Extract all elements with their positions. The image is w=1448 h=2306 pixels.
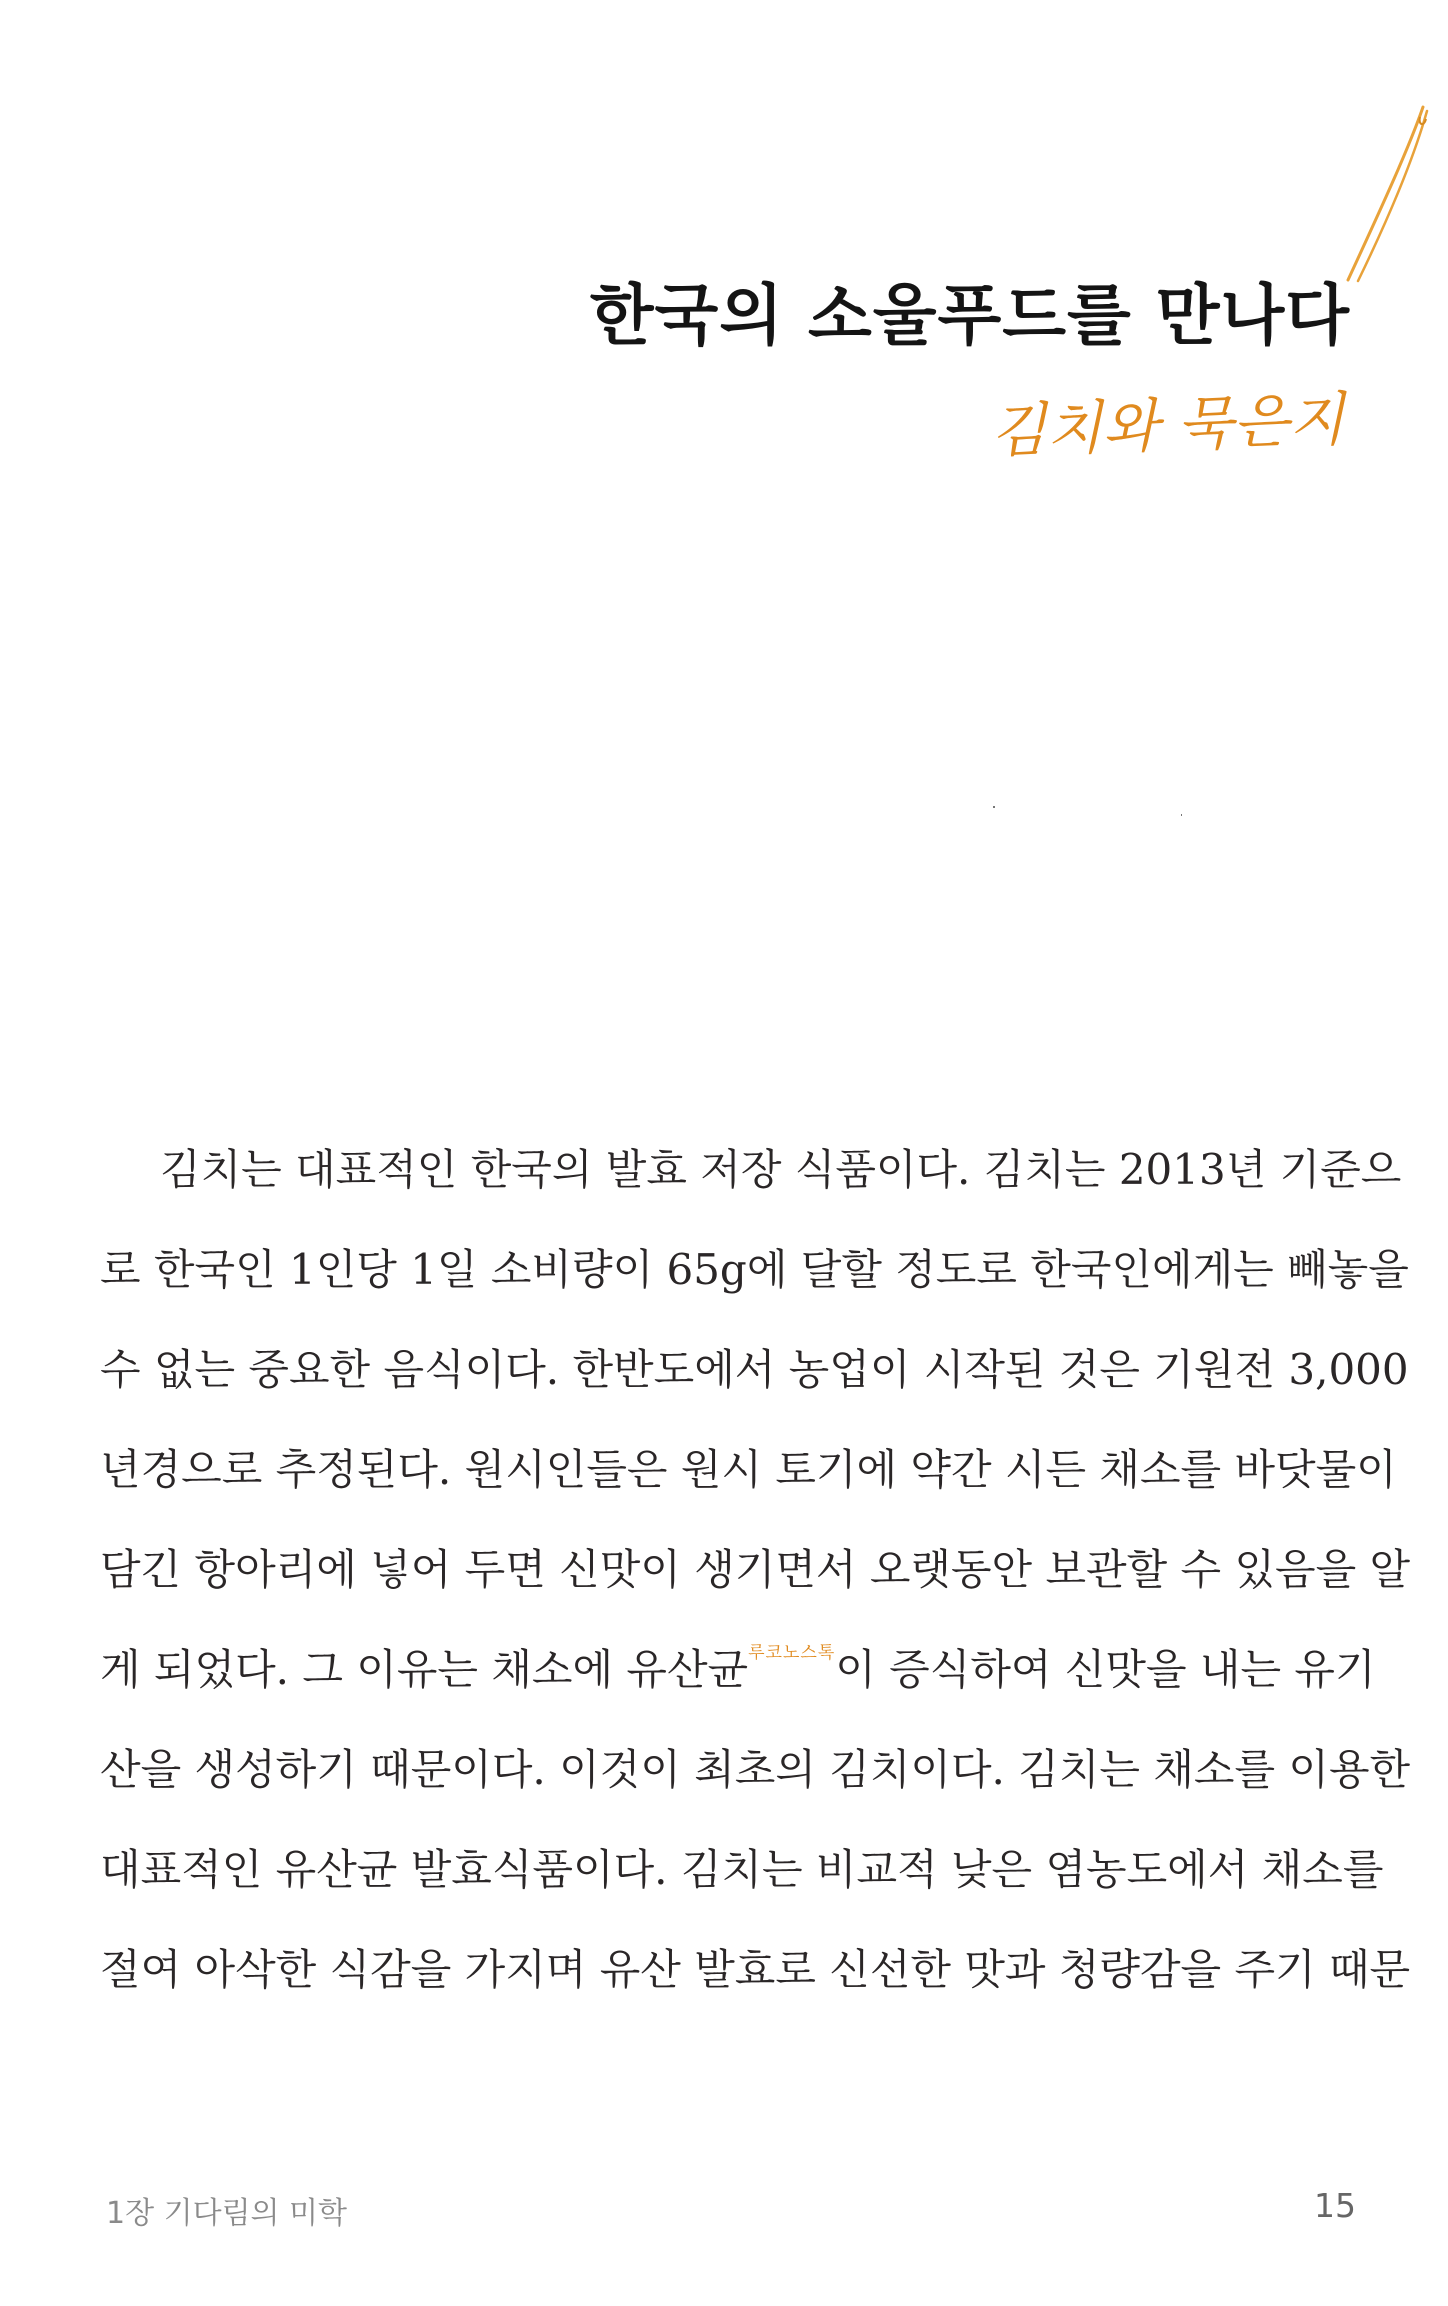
body-line: 대표적인 유산균 발효식품이다. 김치는 비교적 낮은 염농도에서 채소를 (100, 1845, 1384, 1894)
body-paragraph (100, 1120, 1411, 2020)
page-title: 한국의 소울푸드를 만나다 (589, 277, 1350, 354)
body-line-text: 게 되었다. 그 이유는 채소에 유산균 (100, 1645, 749, 1694)
scan-speck (1181, 814, 1182, 816)
body-line: 담긴 항아리에 넣어 두면 신맛이 생기면서 오랫동안 보관할 수 있음을 알 (100, 1545, 1411, 1594)
chopsticks-icon (1340, 105, 1430, 285)
scan-speck (993, 806, 995, 808)
body-line-text: 이 증식하여 신맛을 내는 유기 (835, 1645, 1376, 1694)
body-line (100, 1620, 1376, 1720)
body-line: 년경으로 추정된다. 원시인들은 원시 토기에 약간 시든 채소를 바닷물이 (100, 1445, 1397, 1494)
body-line: 산을 생성하기 때문이다. 이것이 최초의 김치이다. 김치는 채소를 이용한 (100, 1745, 1411, 1794)
annotation-superscript: 루코노스톡 (748, 1643, 836, 1663)
body-line: 절여 아삭한 식감을 가지며 유산 발효로 신선한 맛과 청량감을 주기 때문 (100, 1945, 1411, 1994)
body-line: 수 없는 중요한 음식이다. 한반도에서 농업이 시작된 것은 기원전 3,000 (100, 1345, 1409, 1394)
page-number: 15 (1314, 2186, 1356, 2225)
body-line: 김치는 대표적인 한국의 발효 저장 식품이다. 김치는 2013년 기준으 (160, 1145, 1402, 1194)
body-line: 로 한국인 1인당 1일 소비량이 65g에 달할 정도로 한국인에게는 빼놓을 (100, 1245, 1409, 1294)
chapter-title: 1장 기다림의 미학 (106, 2196, 348, 2231)
page-subtitle: 김치와 묵은지 (989, 385, 1347, 466)
